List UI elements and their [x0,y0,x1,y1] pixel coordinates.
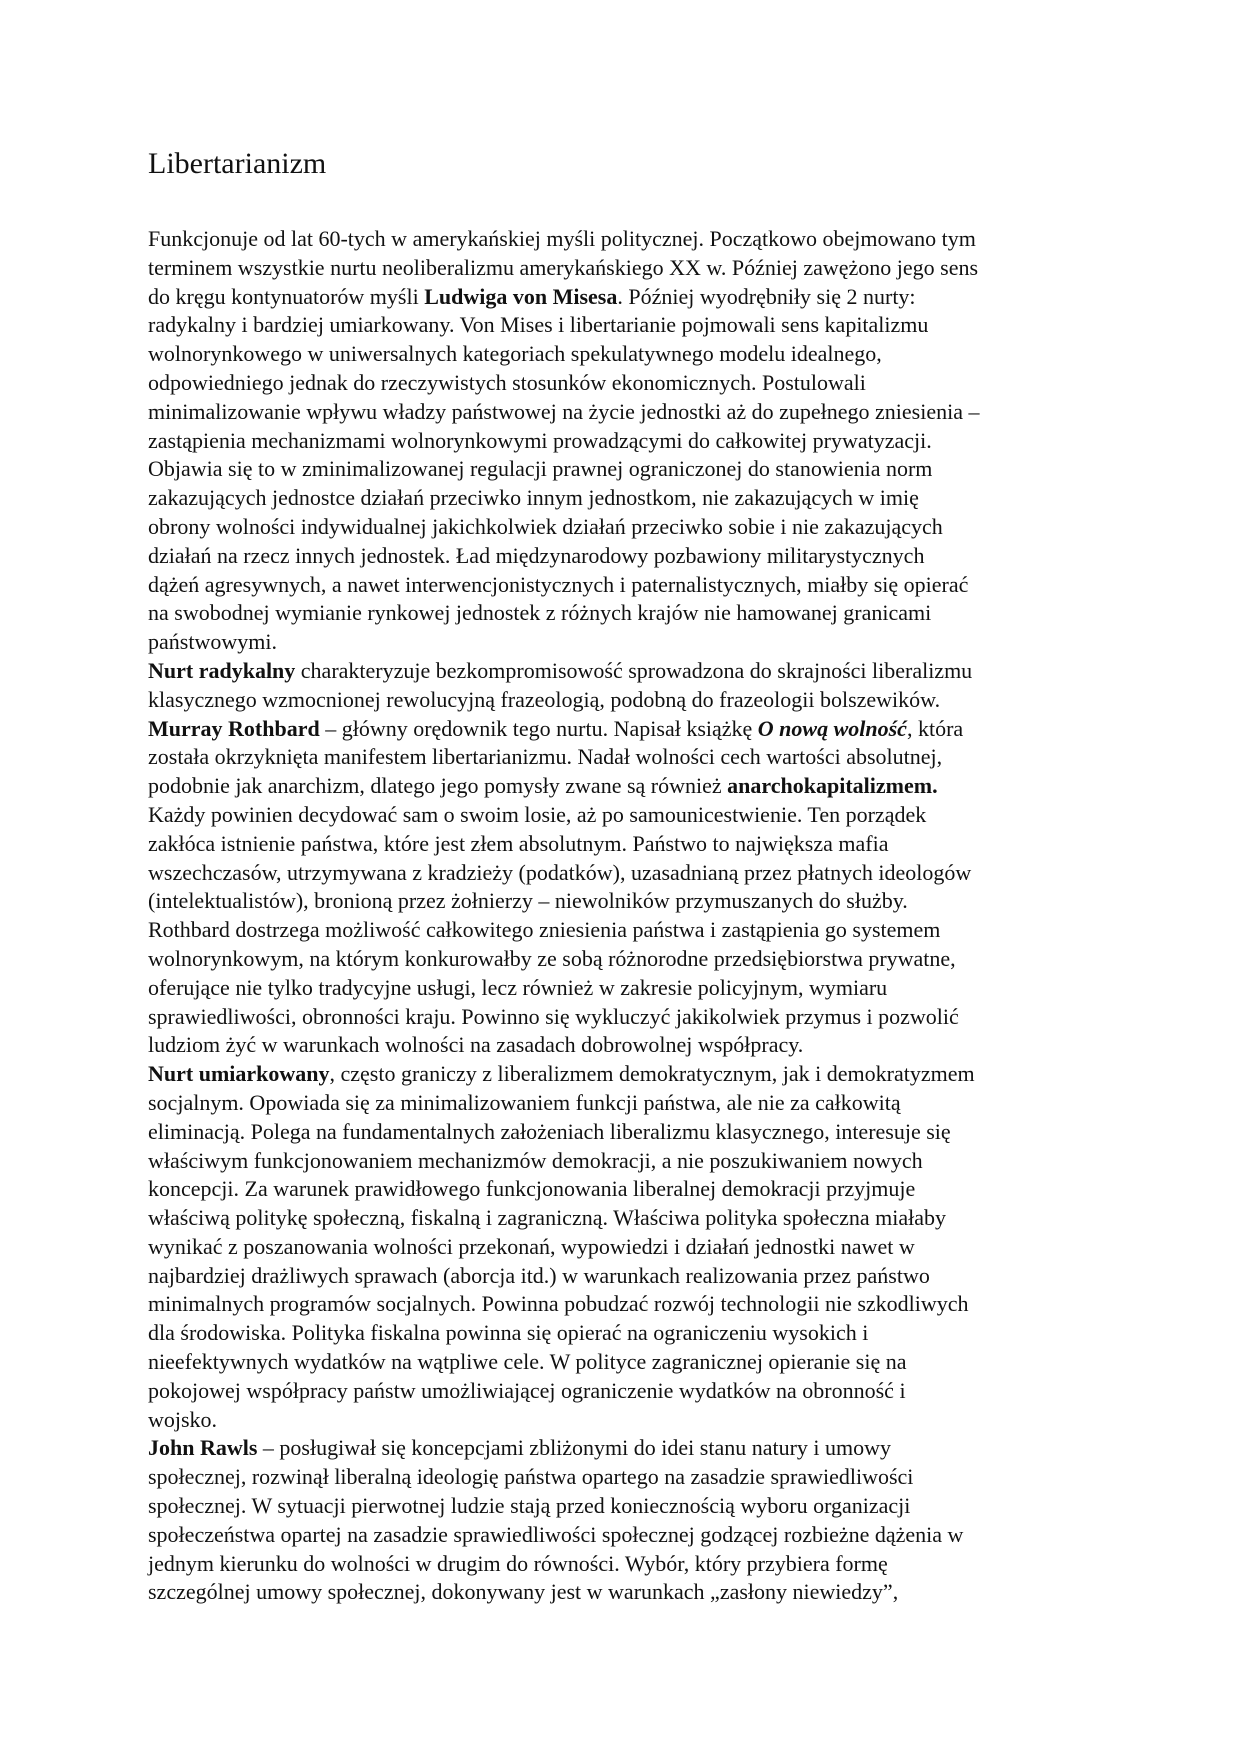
text-segment: Każdy powinien decydować sam o swoim losie, aż po samounicestwienie. Ten porządek [148,801,927,827]
text-line [148,916,1108,945]
text-segment: właściwą politykę społeczną, fiskalną i zagraniczną. Właściwa polityka społeczna miałaby [148,1205,947,1231]
text-line [148,1521,1108,1550]
text-line [148,571,1108,600]
text-line [148,859,1108,888]
text-line [148,1031,1108,1060]
text-segment: radykalny i bardziej umiarkowany. Von Mises i libertarianie pojmowali sens kapitalizmu [148,312,929,338]
text-line [148,513,1108,542]
text-line [148,1406,1108,1435]
text-line [148,974,1108,1003]
text-segment: zakłóca istnienie państwa, które jest złem absolutnym. Państwo to największa mafia [148,830,889,856]
text-segment: klasycznego wzmocnionej rewolucyjną frazeologią, podobną do frazeologii bolszewików. [148,686,941,712]
text-segment: Funkcjonuje od lat 60-tych w amerykańskiej myśli politycznej. Początkowo obejmowano tym [148,226,976,251]
text-segment: ludziom żyć w warunkach wolności na zasadach dobrowolnej współpracy. [148,1032,804,1058]
text-segment: oferujące nie tylko tradycyjne usługi, lecz również w zakresie policyjnym, wymiaru [148,974,888,1000]
text-line [148,1233,1108,1262]
text-line [148,715,1108,744]
text-segment: pokojowej współpracy państw umożliwiającej ograniczenie wydatków na obronność i [148,1377,906,1403]
text-line [148,1089,1108,1118]
text-line [148,772,1108,801]
text-segment: właściwym funkcjonowaniem mechanizmów demokracji, a nie poszukiwaniem nowych [148,1147,923,1173]
text-line [148,945,1108,974]
emphasized-text: Murray Rothbard [148,715,320,741]
text-segment: wolnorynkowego w uniwersalnych kategoriach spekulatywnego modelu idealnego, [148,341,882,367]
text-segment: minimalnych programów socjalnych. Powinna pobudzać rozwój technologii nie szkodliwych [148,1291,969,1317]
text-segment: terminem wszystkie nurtu neoliberalizmu amerykańskiego XX w. Później zawężono jego sens [148,254,979,280]
text-line [148,311,1108,340]
text-segment: na swobodnej wymianie rynkowej jednostek z różnych krajów nie hamowanej granicami [148,600,932,626]
text-line [148,254,1108,283]
text-segment: (intelektualistów), bronioną przez żołnierzy – niewolników przymuszanych do służby. [148,888,908,914]
text-line [148,1290,1108,1319]
emphasized-text: John Rawls [148,1435,258,1461]
text-segment: sprawiedliwości, obronności kraju. Powinno się wykluczyć jakikolwiek przymus i pozwolić [148,1003,959,1029]
text-segment: – posługiwał się koncepcjami zbliżonymi do idei stanu natury i umowy [257,1435,892,1461]
emphasized-text: Nurt umiarkowany [148,1061,330,1087]
text-segment: dla środowiska. Polityka fiskalna powinna się opierać na ograniczeniu wysokich i [148,1320,869,1346]
text-segment: , często graniczy z liberalizmem demokratycznym, jak i demokratyzmem [329,1061,975,1087]
text-line [148,1147,1108,1176]
text-segment: wojsko. [148,1406,218,1432]
text-line [148,340,1108,369]
text-segment: jednym kierunku do wolności w drugim do równości. Wybór, który przybiera formę [148,1550,888,1576]
text-segment: państwowymi. [148,629,277,655]
text-line [148,657,1108,686]
text-segment: wolnorynkowym, na którym konkurowałby ze sobą różnorodne przedsiębiorstwa prywatne, [148,945,956,971]
text-segment: nieefektywnych wydatków na wątpliwe cele. W polityce zagranicznej opieranie się na [148,1349,907,1375]
text-line [148,1463,1108,1492]
text-line [148,283,1108,312]
text-line [148,369,1108,398]
text-line [148,484,1108,513]
text-line [148,398,1108,427]
emphasized-text: anarchokapitalizmem. [727,773,938,799]
document-body [148,225,1108,1607]
emphasized-text: O nową wolność [757,715,907,741]
text-segment: społecznej. W sytuacji pierwotnej ludzie stają przed koniecznością wyboru organizacji [148,1493,911,1519]
text-line [148,1377,1108,1406]
text-segment: działań na rzecz innych jednostek. Ład międzynarodowy pozbawiony militarystycznych [148,542,925,568]
text-segment: społecznej, rozwinął liberalną ideologię państwa opartego na zasadzie sprawiedliwości [148,1464,914,1490]
text-line [148,743,1108,772]
text-segment: zakazujących jednostce działań przeciwko innym jednostkom, nie zakazujących w imię [148,485,919,511]
text-segment: Rothbard dostrzega możliwość całkowitego zniesienia państwa i zastąpienia go systemem [148,917,941,943]
text-segment: wynikać z poszanowania wolności przekonań, wypowiedzi i działań jednostki nawet w [148,1233,915,1259]
text-line [148,1492,1108,1521]
text-line [148,1204,1108,1233]
text-line [148,427,1108,456]
emphasized-text: Ludwiga von Misesa [424,283,618,309]
text-line [148,599,1108,628]
text-segment: odpowiedniego jednak do rzeczywistych stosunków ekonomicznych. Postulowali [148,369,866,395]
text-line [148,1118,1108,1147]
text-segment: zastąpienia mechanizmami wolnorynkowymi prowadzącymi do całkowitej prywatyzacji. [148,427,932,453]
text-segment: podobnie jak anarchizm, dlatego jego pomysły zwane są również [148,773,728,799]
text-line [148,455,1108,484]
text-segment: eliminacją. Polega na fundamentalnych założeniach liberalizmu klasycznego, interesuje się [148,1118,951,1144]
text-line [148,686,1108,715]
text-line [148,1175,1108,1204]
text-line [148,830,1108,859]
text-segment: została okrzyknięta manifestem libertarianizmu. Nadał wolności cech wartości absolutnej, [148,744,943,770]
text-line [148,628,1108,657]
text-line [148,1434,1108,1463]
text-line [148,1348,1108,1377]
text-segment: szczególnej umowy społecznej, dokonywany jest w warunkach „zasłony niewiedzy”, [148,1579,899,1605]
text-segment: najbardziej drażliwych sprawach (aborcja itd.) w warunkach realizowania przez państwo [148,1262,930,1288]
text-segment: Objawia się to w zminimalizowanej regulacji prawnej ograniczonej do stanowienia norm [148,456,933,482]
text-segment: – główny orędownik tego nurtu. Napisał książkę [319,715,758,741]
text-line [148,225,1108,254]
text-line [148,1003,1108,1032]
text-line [148,801,1108,830]
text-line [148,1262,1108,1291]
text-line [148,887,1108,916]
text-line [148,1319,1108,1348]
text-segment: socjalnym. Opowiada się za minimalizowaniem funkcji państwa, ale nie za całkowitą [148,1089,901,1115]
text-segment: dążeń agresywnych, a nawet interwencjonistycznych i paternalistycznych, miałby się opierać [148,571,969,597]
text-line [148,542,1108,571]
text-segment: koncepcji. Za warunek prawidłowego funkcjonowania liberalnej demokracji przyjmuje [148,1176,916,1202]
text-segment: społeczeństwa opartej na zasadzie sprawiedliwości społecznej godzącej rozbieżne dążenia w [148,1521,964,1547]
text-line [148,1060,1108,1089]
text-segment: wszechczasów, utrzymywana z kradzieży (podatków), uzasadnianą przez płatnych ideologów [148,859,972,885]
text-segment: , która [906,715,964,741]
page-title: Libertarianizm [148,147,327,180]
text-segment: charakteryzuje bezkompromisowość sprowadzona do skrajności liberalizmu [295,657,973,683]
emphasized-text: Nurt radykalny [148,657,296,683]
text-line [148,1550,1108,1579]
text-line [148,1578,1108,1607]
text-segment: minimalizowanie wpływu władzy państwowej na życie jednostki aż do zupełnego zniesienia – [148,398,980,424]
text-segment: . Później wyodrębniły się 2 nurty: [617,283,916,309]
text-segment: do kręgu kontynuatorów myśli [148,283,425,309]
text-segment: obrony wolności indywidualnej jakichkolwiek działań przeciwko sobie i nie zakazujących [148,513,943,539]
